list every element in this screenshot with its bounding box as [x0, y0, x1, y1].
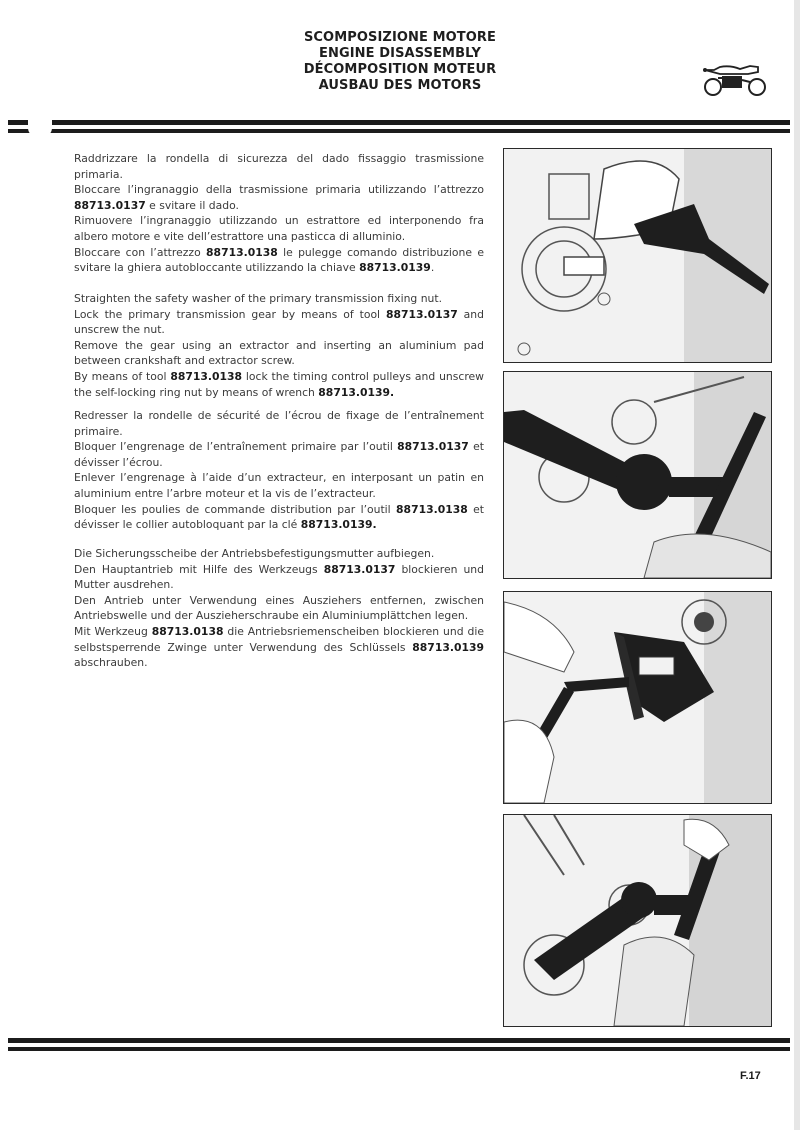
figure-extractor	[503, 591, 772, 804]
paragraph: Bloccare con l’attrezzo 88713.0138 le pulegge comando distribuzione e svitare la ghiera autobloccante utilizzando la chiave 88713.0139.	[74, 245, 485, 275]
engine-illustration-4	[504, 815, 771, 1026]
paragraph: Raddrizzare la rondella di sicurezza del dado fissaggio trasmissione primaria.	[74, 152, 484, 181]
title-german: AUSBAU DES MOTORS	[318, 78, 482, 93]
page-header	[250, 30, 550, 94]
paragraph: Den Hauptantrieb mit Hilfe des Werkzeugs 88713.0137 blockieren und Mutter ausdrehen.	[74, 562, 484, 592]
paragraph: Die Sicherungsscheibe der Antriebsbefestigungsmutter aufbiegen.	[74, 547, 435, 560]
engine-illustration-1	[504, 149, 771, 362]
tool-code: 88713.0137	[397, 440, 469, 454]
paragraph: Straighten the safety washer of the primary transmission fixing nut.	[74, 292, 443, 305]
tool-code: 88713.0138	[170, 369, 243, 383]
paragraph: Enlever l’engrenage à l’aide d’un extracteur, en interposant un patin en aluminium entre l’arbre moteur et la vis de l’extracteur.	[74, 471, 484, 500]
paragraph: Mit Werkzeug 88713.0138 die Antriebsriemenscheiben blockieren und die selbstsperrende Zwinge unter Verwendung des Schlüssels 88713.0139 abschrauben.	[74, 624, 484, 670]
tool-code: 88713.0138	[151, 624, 224, 638]
title-english: ENGINE DISASSEMBLY	[319, 46, 481, 61]
footer-rule-top	[8, 1038, 790, 1043]
tool-code: 88713.0137	[386, 307, 458, 321]
tool-code: 88713.0139.	[300, 518, 377, 532]
header-rule-top	[8, 120, 790, 125]
section-german	[74, 546, 484, 671]
paragraph: Bloquer les poulies de commande distribution par l’outil 88713.0138 et dévisser le collier autobloquant par la clé 88713.0139.	[74, 502, 484, 532]
figure-wrench-nut	[503, 371, 772, 579]
engine-illustration-3	[504, 592, 771, 803]
title-italian: SCOMPOSIZIONE MOTORE	[303, 30, 497, 45]
title-french: DÉCOMPOSITION MOTEUR	[303, 62, 497, 77]
paragraph: Bloccare l’ingranaggio della trasmissione primaria utilizzando l’attrezzo 88713.0137 e svitare il dado.	[74, 183, 484, 212]
paragraph: Redresser la rondelle de sécurité de l’écrou de fixage de l’entraînement primaire.	[74, 409, 484, 438]
header-rule-bottom	[8, 129, 790, 133]
tool-code: 88713.0139.	[318, 385, 395, 399]
tool-code: 88713.0139	[359, 261, 431, 275]
section-english	[74, 291, 484, 400]
paragraph: Rimuovere l’ingranaggio utilizzando un estrattore ed interponendo fra albero motore e vite dell’estrattore una pasticca di alluminio.	[74, 214, 484, 243]
paragraph: Lock the primary transmission gear by means of tool 88713.0137 and unscrew the nut.	[74, 307, 484, 337]
tool-code: 88713.0138	[396, 502, 468, 516]
paragraph: Bloquer l’engrenage de l’entraînement primaire par l’outil 88713.0137 et dévisser l’écrou.	[74, 440, 484, 469]
paragraph: Remove the gear using an extractor and inserting an aluminium pad between crankshaft and extractor screw.	[74, 338, 484, 368]
section-italian	[74, 151, 484, 276]
rule-notch	[28, 118, 52, 138]
section-french	[74, 408, 484, 533]
page-number: F.17	[740, 1070, 761, 1082]
scan-edge	[794, 0, 800, 1130]
motorcycle-icon	[700, 60, 770, 100]
paragraph: By means of tool 88713.0138 lock the timing control pulleys and unscrew the self-locking ring nut by means of wrench 88713.0139.	[74, 369, 485, 399]
tool-code: 88713.0137	[74, 198, 146, 212]
tool-code: 88713.0137	[323, 562, 396, 576]
engine-illustration-2	[504, 372, 771, 578]
footer-rule-bottom	[8, 1047, 790, 1051]
tool-code: 88713.0138	[206, 245, 278, 259]
figure-timing-pulleys	[503, 814, 772, 1027]
tool-code: 88713.0139	[412, 640, 484, 654]
figure-lock-primary-gear	[503, 148, 772, 363]
paragraph: Den Antrieb unter Verwendung eines Ausziehers entfernen, zwischen Antriebswelle und der Auszieherschraube ein Aluminiumplättchen legen.	[74, 593, 484, 623]
